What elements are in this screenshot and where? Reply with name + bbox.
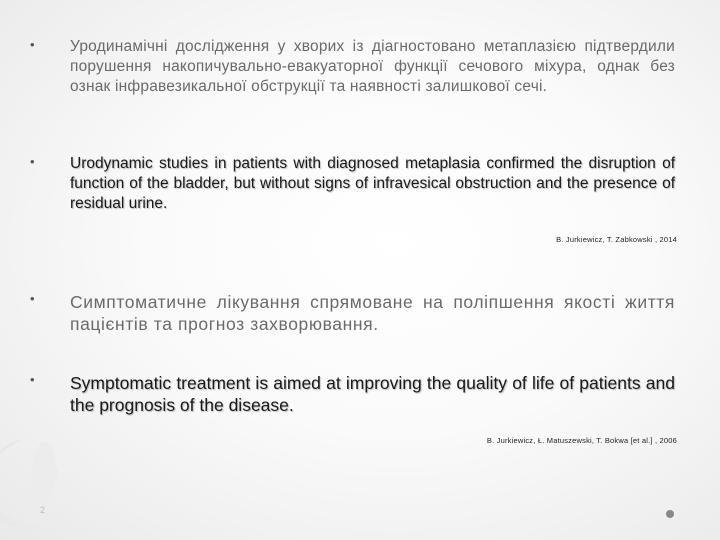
bullet-marker: •: [30, 291, 35, 306]
bullet-marker: •: [30, 372, 35, 387]
citation-2014: B. Jurkiewicz, T. Zabkowski , 2014: [556, 235, 677, 244]
bullet-item-ukrainian-urodynamic: [30, 37, 675, 97]
paragraph-ukrainian-treatment: Симптоматичне лікування спрямоване на поліпшення якості життя пацієнтів та прогноз захворювання.: [70, 292, 675, 334]
paragraph-ukrainian-urodynamic: Уродинамічні дослідження у хворих із діагностовано метаплазією підтвердили порушення накопичувально-евакуаторної функції сечового міхура, однак без ознак інфравезикальної обструкції та наявності залишкової сечі.: [70, 38, 675, 95]
bullet-item-ukrainian-treatment: [30, 291, 675, 335]
bullet-marker: •: [30, 154, 35, 169]
bullet-item-english-urodynamic: [30, 154, 675, 214]
bullet-item-english-treatment: [30, 372, 675, 416]
silhouette-profile-logo-icon: [0, 432, 80, 532]
paragraph-english-urodynamic: Urodynamic studies in patients with diagnosed metaplasia confirmed the disruption of function of the bladder, but without signs of infravesical obstruction and the presence of residual urine.: [70, 155, 675, 212]
navigation-dot-icon[interactable]: [666, 510, 674, 518]
bullet-marker: •: [30, 37, 35, 52]
page-number: 2: [40, 505, 46, 515]
citation-2006: B. Jurkiewicz, Ł. Matuszewski, T. Bokwa [et al.] , 2006: [486, 436, 677, 445]
paragraph-english-treatment: Symptomatic treatment is aimed at improving the quality of life of patients and the prognosis of the disease.: [70, 373, 675, 415]
